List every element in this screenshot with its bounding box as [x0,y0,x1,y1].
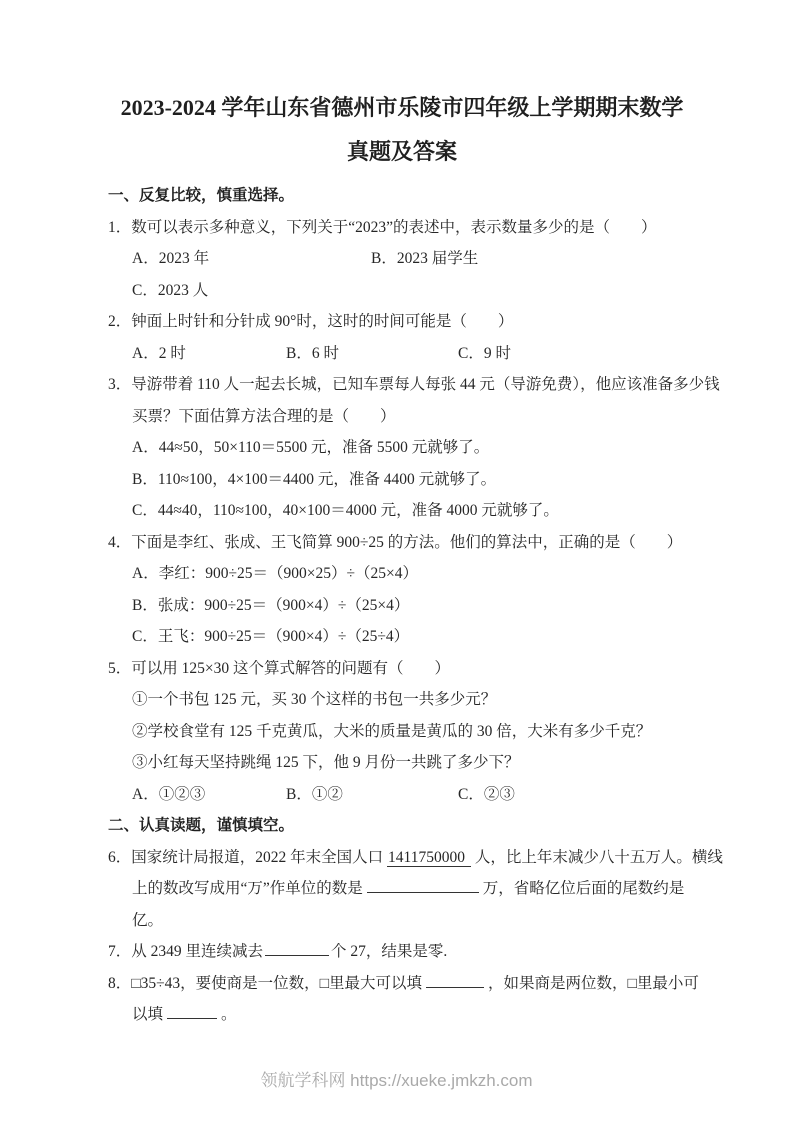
question-6-underlined-number: 1411750000 [387,849,471,867]
question-6-line-2 [132,873,696,905]
question-1-option-a: A．2023 年 [132,250,210,267]
question-4-option-c: C．王飞：900÷25＝（900×4）÷（25÷4） [132,628,410,645]
question-2-options-row [132,338,696,370]
question-2-option-a: A．2 时 [132,344,186,362]
question-7-text-b: 个 27，结果是零. [331,943,448,960]
exam-body [108,180,723,1031]
question-5-item-3: ③小红每天坚持跳绳 125 下，他 9 月份一共跳了多少下？ [132,754,520,771]
question-8-line-1 [108,968,699,1000]
watermark-footer: 领航学科网 https://xueke.jmkzh.com [260,1071,533,1090]
question-5-option-a: A．①②③ [132,785,206,803]
question-8-line-1-text-a: 8．□35÷43，要使商是一位数，□里最大可以填 [108,974,422,992]
question-1-options-row-1 [132,243,696,275]
question-2-option-c: C．9 时 [458,344,511,362]
page-title-line-1: 2023-2024 学年山东省德州市乐陵市四年级上学期期末数学 [120,95,684,120]
question-3-option-b: B．110≈100，4×100＝4400 元，准备 4400 元就够了。 [132,470,497,488]
question-8-line-2-text-b: 。 [221,1006,237,1023]
question-4-option-b: B．张成：900÷25＝（900×4）÷（25×4） [132,596,410,614]
question-5-options-row [132,779,696,811]
question-7-line [108,936,696,968]
question-7-fill-blank [265,941,329,956]
question-1-stem: 1．数可以表示多种意义，下列关于“2023”的表述中，表示数量多少的是（ ） [108,218,657,236]
question-3-stem-line-2: 买票？下面估算方法合理的是（ ） [132,407,396,425]
question-1-options-row-2 [132,275,696,307]
question-5-item-2: ②学校食堂有 125 千克黄瓜，大米的质量是黄瓜的 30 倍，大米有多少千克？ [132,722,652,740]
question-6-fill-blank [367,878,479,893]
question-1-option-b: B．2023 届学生 [371,250,479,267]
page-title-line-2: 真题及答案 [346,139,457,164]
question-6-line-2-text-b: 万，省略亿位后面的尾数约是 [482,880,685,897]
question-5-item-1: ①一个书包 125 元，买 30 个这样的书包一共多少元？ [132,691,497,708]
question-2-stem: 2．钟面上时针和分针成 90°时，这时的时间可能是（ ） [108,313,514,330]
question-6-line-1-text-b: 人，比上年末减少八十五万人。横线 [470,848,723,866]
question-4-option-a: A．李红：900÷25＝（900×25）÷（25×4） [132,565,418,582]
question-3-option-c: C．44≈40，110≈100，40×100＝4000 元，准备 4000 元就够了。 [132,502,559,519]
page-title [108,86,696,174]
question-7-text-a: 7．从 2349 里连续减去 [108,943,264,960]
question-5-stem: 5．可以用 125×30 这个算式解答的问题有（ ） [108,659,450,677]
question-4-stem: 4．下面是李红、张成、王飞简算 900÷25 的方法。他们的算法中，正确的是（ ） [108,533,683,551]
question-3-option-a: A．44≈50，50×110＝5500 元，准备 5500 元就够了。 [132,439,490,456]
question-1-option-c: C．2023 人 [132,281,209,299]
question-2-option-b: B．6 时 [286,344,339,362]
exam-content [108,86,723,1031]
section-2-heading: 二、认真读题，谨慎填空。 [108,817,295,834]
section-1-heading: 一、反复比较，慎重选择。 [108,187,295,204]
question-8-fill-blank-2 [167,1004,217,1019]
question-5-option-b: B．①② [286,785,343,803]
question-6-line-1-text-a: 6．国家统计局报道，2022 年末全国人口 [108,848,388,866]
question-6-line-2-text-a: 上的数改写成用“万”作单位的数是 [132,880,363,897]
question-3-stem-line-1: 3．导游带着 110 人一起去长城，已知车票每人每张 44 元（导游免费），他应该准备多少钱 [108,376,720,393]
question-8-line-1-text-b: ，如果商是两位数，□里最小可 [487,974,699,992]
question-6-line-3: 亿。 [132,911,164,929]
question-8-line-2 [132,999,696,1031]
question-5-option-c: C．②③ [458,785,515,803]
question-8-fill-blank-1 [426,973,484,988]
question-8-line-2-text-a: 以填 [132,1006,164,1023]
question-6-line-1 [108,842,723,874]
